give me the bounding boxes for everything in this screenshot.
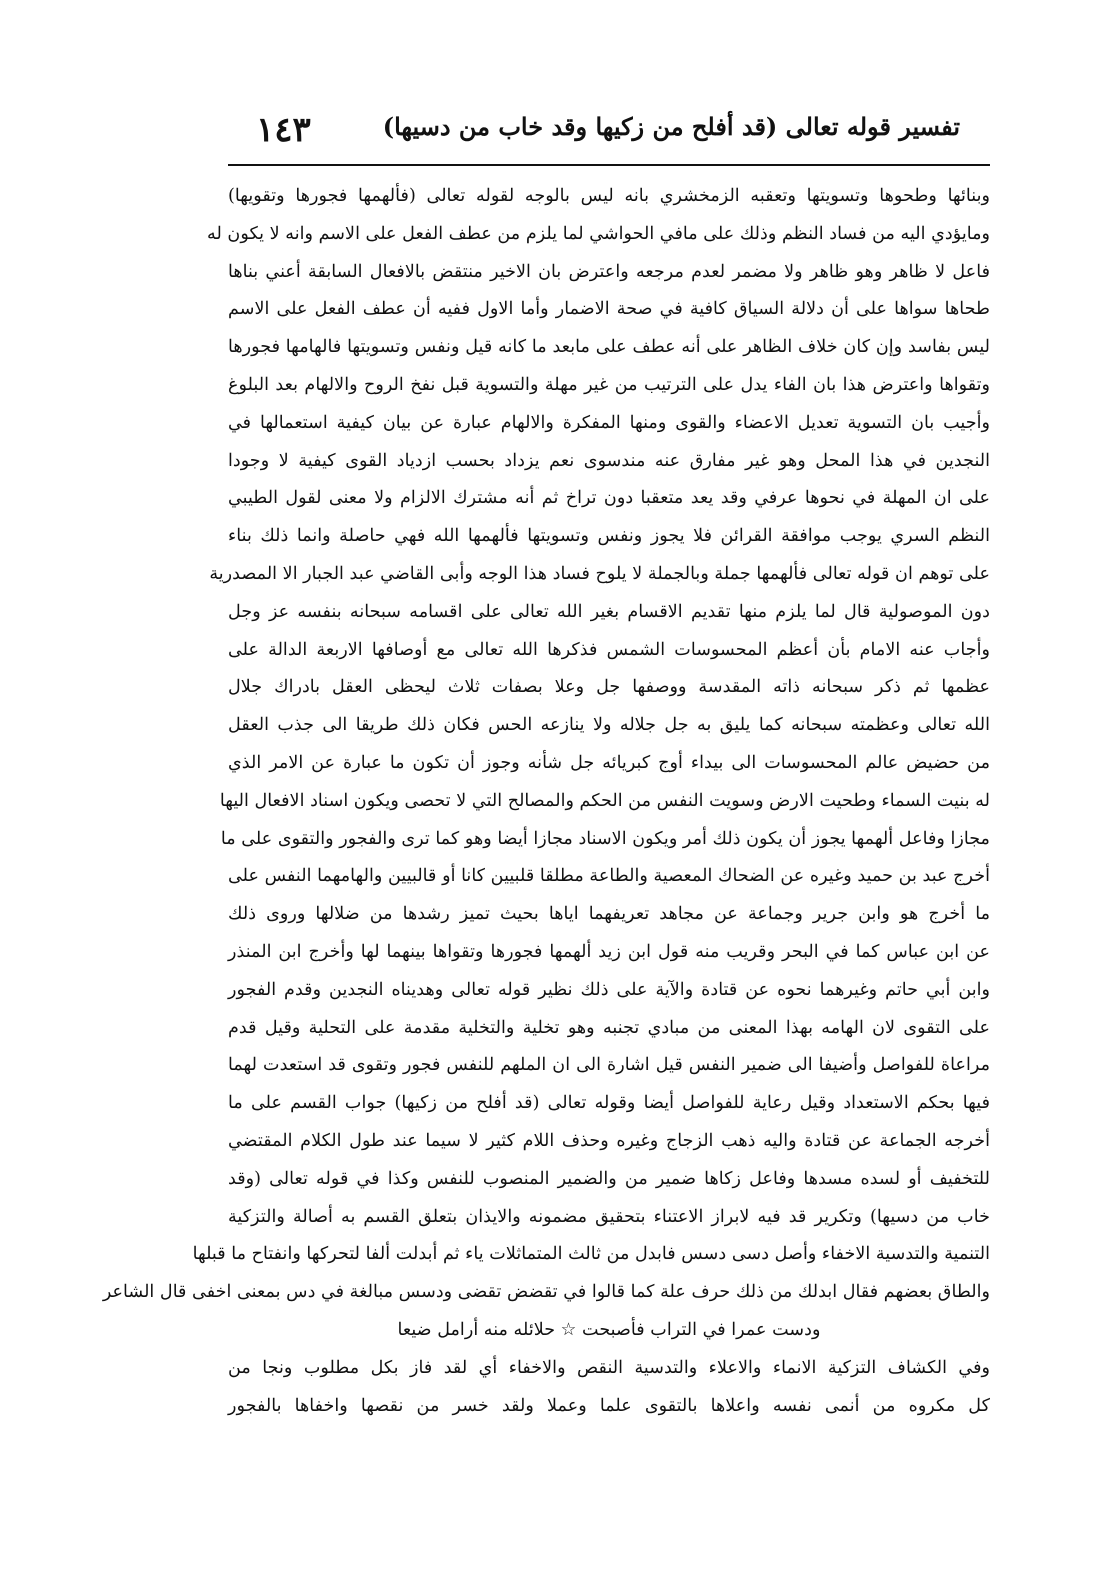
text-line: النجدين في هذا المحل وهو غير مفارق عنه مندسوى نعم يزداد بحسب ازدياد القوى كيفية لا وجودا [228, 450, 990, 471]
text-line: له بنيت السماء وطحيت الارض وسويت النفس من الحكم والمصالح التي لا تحصى ويكون اسناد الافعال اليها [219, 790, 990, 811]
text-line: التنمية والتدسية الاخفاء وأصل دسى دسس فابدل من ثالث المتماثلات ياء ثم أبدلت ألفا لتحركها وانفتاح ما قبلها [192, 1244, 990, 1265]
text-line: على توهم ان قوله تعالى فألهمها جملة وبالجملة لا يلوح فساد هذا الوجه وأبى القاضي عبد الجبار الا المصدرية [209, 563, 990, 584]
text-line: للتخفيف أو لسده مسدها وفاعل زكاها ضمير من والضمير المنصوب للنفس وكذا في قوله تعالى (وقد [228, 1168, 990, 1189]
text-line: على ان المهلة في نحوها عرفي وقد يعد متعقبا دون تراخ ثم أنه مشترك الالزام ولا معنى لقول الطيبي [228, 488, 990, 509]
text-line: مجازا وفاعل ألهمها يجوز أن يكون ذلك أمر ويكون الاسناد مجازا أيضا وهو كما ترى والفجور والتقوى على ما [220, 828, 990, 849]
text-line: من حضيض عالم المحسوسات الى بيداء أوج كبريائه جل شأنه وجوز أن تكون ما عبارة عن الامر الذي [228, 752, 990, 773]
body-text [102, 178, 990, 1425]
text-line: فاعل لا ظاهر وهو ظاهر ولا مضمر لعدم مرجعه واعترض بان الاخير منتقض بالافعال السابقة أعني بناها [228, 261, 990, 282]
text-line: وابن أبي حاتم وغيرهما نحوه عن قتادة والآية على ذلك نظير قوله تعالى وهديناه النجدين وقدم الفجور [228, 979, 990, 1000]
text-line: مراعاة للفواصل وأضيفا الى ضمير النفس قيل اشارة الى ان الملهم للنفس فجور وتقوى قد استعدت لهما [228, 1055, 990, 1076]
text-line: دون الموصولية قال لما يلزم منها تقديم الاقسام بغير الله تعالى على اقسامه سبحانه بنفسه عز وجل [228, 601, 990, 622]
verse-line: ودست عمرا في التراب فأصبحت ☆ حلائله منه أرامل ضيعا [397, 1319, 821, 1340]
text-line: عظمها ثم ذكر سبحانه ذاته المقدسة ووصفها جل وعلا بصفات ثلاث ليحظى العقل بادراك جلال [228, 677, 990, 698]
text-line: ليس بفاسد وإن كان خلاف الظاهر على أنه عطف على مابعد ما كانه قيل ونفس وتسويتها فالهامها فجورها [228, 337, 990, 358]
text-line: أخرج عبد بن حميد وغيره عن الضحاك المعصية والطاعة مطلقا قلبيين كانا أو قالبيين والهامهما النفس على [228, 866, 990, 887]
page-header [228, 106, 990, 156]
header-rule [228, 164, 990, 166]
text-line: النظم السري يوجب موافقة القرائن فلا يجوز ونفس وتسويتها فألهمها الله فهي حاصلة وانما ذلك بناء [228, 526, 990, 547]
text-line: خاب من دسيها) وتكرير قد فيه لابراز الاعتناء بتحقيق مضمونه والايذان بتعلق القسم به أصالة والتزكية [228, 1206, 990, 1227]
text-line: طحاها سواها على أن دلالة السياق كافية في صحة الاضمار وأما الاول ففيه أن عطف الفعل على الاسم [228, 299, 990, 320]
text-line: فيها بحكم الاستعداد وقيل رعاية للفواصل أيضا وقوله تعالى (قد أفلح من زكيها) جواب القسم على ما [228, 1093, 990, 1114]
running-title: تفسير قوله تعالى (قد أفلح من زكيها وقد خاب من دسيها) [382, 112, 960, 141]
text-line: وفي الكشاف التزكية الانماء والاعلاء والتدسية النقص والاخفاء أي لقد فاز بكل مطلوب ونجا من [228, 1357, 990, 1378]
text-line: وأجيب بان التسوية تعديل الاعضاء والقوى ومنها المفكرة والالهام عبارة عن بيان كيفية استعمالها في [228, 412, 990, 433]
text-line: الله تعالى وعظمته سبحانه كما يليق به جل جلاله ولا ينازعه الحس فكان ذلك طريقا الى جذب العقل [228, 715, 990, 736]
text-line: ما أخرج هو وابن جرير وجماعة عن مجاهد تعريفهما اياها بحيث تميز رشدها من ضلالها وروى ذلك [228, 904, 990, 925]
text-line: أخرجه الجماعة عن قتادة واليه ذهب الزجاج وغيره وحذف اللام كثير لا سيما عند طول الكلام المقتضي [228, 1130, 990, 1151]
text-line: ومايؤدي اليه من فساد النظم وذلك على مافي الحواشي لما يلزم من عطف الفعل على الاسم وانه لا يكون له [207, 223, 990, 244]
page-number: ١٤٣ [256, 110, 311, 150]
text-line: وتقواها واعترض هذا بان الفاء يدل على الترتيب من غير مهلة والتسوية قبل نفخ الروح والالهام بعد البلوغ [228, 374, 990, 395]
text-line: والطاق بعضهم فقال ابدلك من ذلك حرف علة كما قالوا في تقضض تقضى ودسس مبالغة في دس بمعنى اخفى قال الشاعر [102, 1282, 990, 1303]
text-line: وبنائها وطحوها وتسويتها وتعقبه الزمخشري بانه ليس بالوجه لقوله تعالى (فألهمها فجورها وتقويها) [228, 186, 990, 206]
text-line: على التقوى لان الهامه بهذا المعنى من مبادي تجنبه وهو تخلية والتخلية مقدمة على التحلية وقيل قدم [228, 1017, 990, 1038]
text-line: وأجاب عنه الامام بأن أعظم المحسوسات الشمس فذكرها الله تعالى مع أوصافها الاربعة الدالة على [228, 639, 990, 660]
text-line: عن ابن عباس كما في البحر وقريب منه قول ابن زيد ألهمها فجورها وتقواها بينهما لها وأخرج ابن المنذر [228, 941, 990, 962]
text-line: كل مكروه من أنمى نفسه واعلاها بالتقوى علما وعملا ولقد خسر من نقصها واخفاها بالفجور [228, 1395, 990, 1416]
